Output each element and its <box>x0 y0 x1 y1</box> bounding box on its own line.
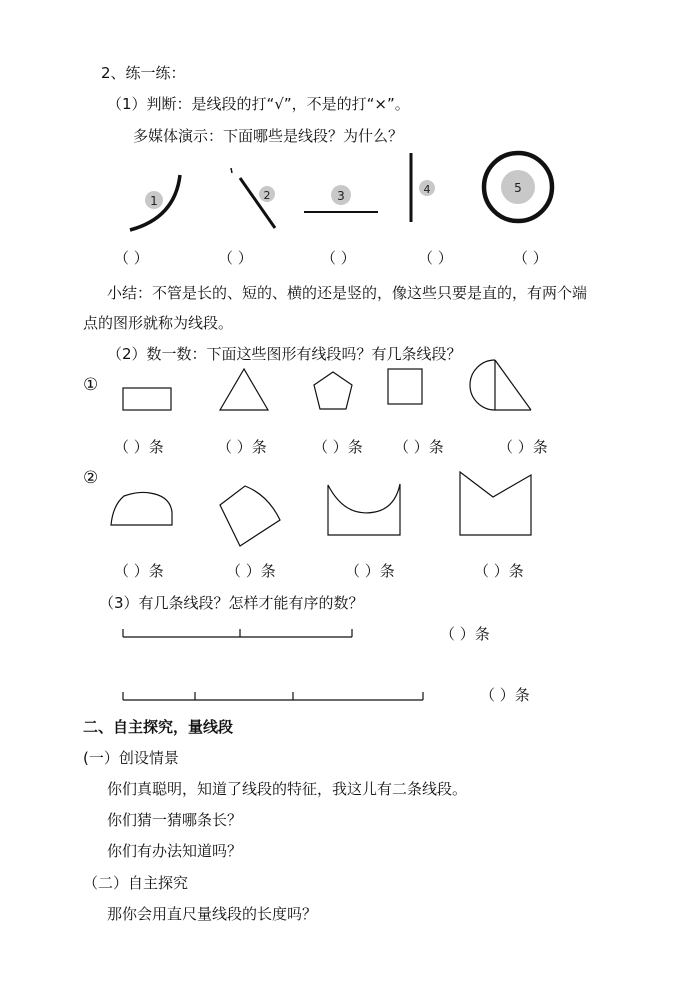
answer-blank-2[interactable]: （ ） <box>218 249 253 267</box>
row-1-marker: ① <box>83 375 99 395</box>
section-2-line-3: 你们有办法知道吗？ <box>107 842 243 860</box>
section-2-sub-1: (一）创设情景 <box>83 749 179 767</box>
count-blank-q3-2[interactable]: （ ）条 <box>480 686 530 704</box>
count-blank-r2-3[interactable]: （ ）条 <box>345 562 395 580</box>
svg-text:1: 1 <box>150 194 158 208</box>
svg-text:2: 2 <box>263 189 271 202</box>
q3-segment-line-1 <box>123 629 352 637</box>
count-blank-r2-2[interactable]: （ ）条 <box>226 562 276 580</box>
svg-text:4: 4 <box>423 183 431 196</box>
pentagon-shape <box>314 372 352 409</box>
question-1: （1）判断：是线段的打“√”，不是的打“×”。 <box>107 95 410 113</box>
summary-line-1: 小结：不管是长的、短的、横的还是竖的，像这些只要是直的，有两个端 <box>107 284 588 302</box>
section-2-sub-2: （二）自主探究 <box>83 874 189 892</box>
count-blank-r1-4[interactable]: （ ）条 <box>394 438 444 456</box>
section-2-line-4: 那你会用直尺量线段的长度吗？ <box>107 905 318 923</box>
q3-segment-line-2 <box>123 692 423 700</box>
square-shape <box>388 369 422 404</box>
semicircle-triangle-shape <box>470 360 531 410</box>
triangle-shape <box>220 369 268 410</box>
count-blank-r2-1[interactable]: （ ）条 <box>114 562 164 580</box>
answer-blank-4[interactable]: （ ） <box>418 249 453 267</box>
shape-1-arc <box>130 175 180 230</box>
count-blank-r1-2[interactable]: （ ）条 <box>217 438 267 456</box>
section-2-line-2: 你们猜一猜哪条长？ <box>107 811 243 829</box>
question-3: （3）有几条线段？怎样才能有序的数？ <box>99 594 364 612</box>
row-2-marker: ② <box>83 468 99 488</box>
count-blank-r1-5[interactable]: （ ）条 <box>498 438 548 456</box>
shape-5-circle <box>484 153 552 221</box>
question-2: （2）数一数：下面这些图形有线段吗？有几条线段？ <box>107 345 462 363</box>
answer-blank-1[interactable]: （ ） <box>114 249 149 267</box>
kite-shape <box>220 486 280 546</box>
count-blank-r1-1[interactable]: （ ）条 <box>114 438 164 456</box>
answer-blank-5[interactable]: （ ） <box>513 249 548 267</box>
count-blank-r1-3[interactable]: （ ）条 <box>313 438 363 456</box>
count-blank-r2-4[interactable]: （ ）条 <box>474 562 524 580</box>
summary-line-2: 点的图形就称为线段。 <box>83 314 234 332</box>
section-2-line-1: 你们真聪明，知道了线段的特征，我这儿有二条线段。 <box>107 780 468 798</box>
notched-shape <box>460 472 531 535</box>
demo-prompt: 多媒体演示：下面哪些是线段？为什么？ <box>133 127 404 145</box>
shape-2-ray <box>231 168 275 228</box>
answer-blank-3[interactable]: （ ） <box>321 249 356 267</box>
svg-text:5: 5 <box>514 181 522 195</box>
rectangle-shape <box>123 388 171 410</box>
valley-shape <box>328 484 400 535</box>
svg-text:3: 3 <box>337 189 345 203</box>
section-2-heading: 二、自主探究，量线段 <box>83 718 234 736</box>
shape-4-vertical <box>411 153 435 222</box>
dome-shape <box>111 492 172 525</box>
shape-3-segment <box>304 185 378 212</box>
practice-heading: 2、练一练： <box>101 64 186 82</box>
count-blank-q3-1[interactable]: （ ）条 <box>440 625 490 643</box>
